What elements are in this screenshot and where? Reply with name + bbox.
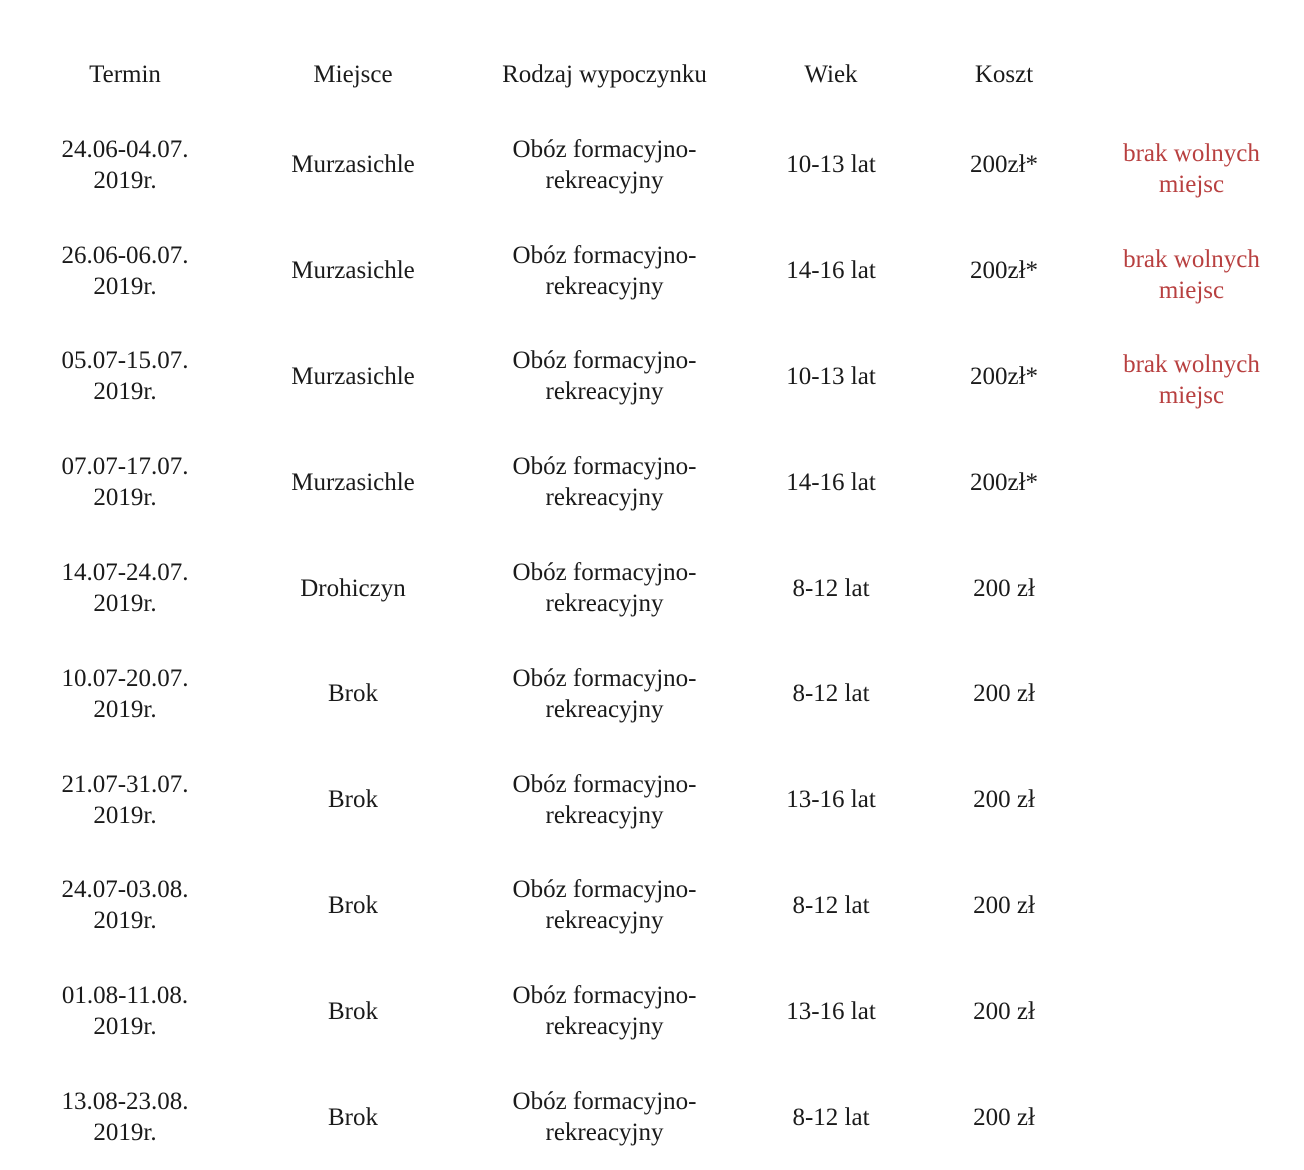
cell-term <box>10 134 240 196</box>
type-text: Obóz formacyjno-rekreacyjny <box>512 135 697 194</box>
cell-status <box>1089 134 1294 196</box>
type-text: Obóz formacyjno-rekreacyjny <box>512 664 697 723</box>
cell-cost: 200zł* <box>969 151 1039 179</box>
cell-cost: 200 zł <box>973 680 1035 708</box>
type-text: Obóz formacyjno-rekreacyjny <box>512 876 697 935</box>
table-body <box>10 112 1294 1170</box>
type-text: Obóz formacyjno-rekreacyjny <box>512 770 697 829</box>
term-text: 07.07-17.07. 2019r. <box>61 453 189 512</box>
term-text: 10.07-20.07. 2019r. <box>61 664 189 723</box>
cell-place: Brok <box>328 997 378 1025</box>
table-row <box>10 429 1294 535</box>
header-term: Termin <box>89 60 161 88</box>
table-row <box>10 112 1294 218</box>
cell-age: 13-16 lat <box>786 997 876 1025</box>
cell-type <box>466 769 743 831</box>
camp-schedule-table <box>10 36 1294 1170</box>
term-text: 14.07-24.07. 2019r. <box>61 559 189 618</box>
cell-age: 13-16 lat <box>786 786 876 814</box>
header-cost: Koszt <box>974 60 1034 88</box>
table-row <box>10 535 1294 641</box>
cell-type <box>466 874 743 936</box>
status-text: brak wolnych miejsc <box>1123 245 1260 304</box>
cell-cost: 200zł* <box>969 257 1039 285</box>
cell-term <box>10 874 240 936</box>
cell-type <box>466 240 743 302</box>
cell-age: 10-13 lat <box>786 151 876 179</box>
status-text: brak wolnych miejsc <box>1123 351 1260 410</box>
cell-cost: 200 zł <box>973 997 1035 1025</box>
cell-type <box>466 557 743 619</box>
cell-place: Drohiczyn <box>300 574 406 602</box>
table-row <box>10 747 1294 853</box>
cell-type <box>466 980 743 1042</box>
cell-place: Murzasichle <box>291 362 415 390</box>
table-row <box>10 641 1294 747</box>
cell-place: Murzasichle <box>291 468 415 496</box>
header-age: Wiek <box>804 60 858 88</box>
term-text: 26.06-06.07. 2019r. <box>61 241 189 300</box>
cell-term <box>10 345 240 407</box>
header-type: Rodzaj wypoczynku <box>502 60 707 88</box>
table-row <box>10 218 1294 324</box>
cell-cost: 200 zł <box>973 786 1035 814</box>
type-text: Obóz formacyjno-rekreacyjny <box>512 559 697 618</box>
cell-status <box>1089 345 1294 410</box>
status-text: brak wolnych miejsc <box>1123 139 1260 198</box>
cell-type <box>466 345 743 407</box>
cell-type <box>466 1086 743 1148</box>
cell-term <box>10 663 240 725</box>
type-text: Obóz formacyjno-rekreacyjny <box>512 347 697 406</box>
cell-place: Brok <box>328 680 378 708</box>
cell-cost: 200 zł <box>973 1103 1035 1131</box>
table-row <box>10 324 1294 430</box>
cell-term <box>10 1086 240 1148</box>
cell-term <box>10 557 240 619</box>
cell-cost: 200 zł <box>973 574 1035 602</box>
cell-term <box>10 240 240 302</box>
cell-term <box>10 769 240 831</box>
cell-age: 14-16 lat <box>786 468 876 496</box>
cell-term <box>10 980 240 1042</box>
cell-age: 8-12 lat <box>792 891 870 919</box>
cell-age: 8-12 lat <box>792 574 870 602</box>
cell-type <box>466 134 743 196</box>
cell-cost: 200zł* <box>969 362 1039 390</box>
cell-place: Brok <box>328 891 378 919</box>
cell-age: 8-12 lat <box>792 1103 870 1131</box>
cell-age: 14-16 lat <box>786 257 876 285</box>
table-row <box>10 1064 1294 1170</box>
header-place: Miejsce <box>313 60 393 88</box>
term-text: 24.07-03.08. 2019r. <box>61 876 189 935</box>
table-row <box>10 958 1294 1064</box>
table-header-row <box>10 36 1294 112</box>
type-text: Obóz formacyjno-rekreacyjny <box>512 453 697 512</box>
term-text: 13.08-23.08. 2019r. <box>61 1088 189 1147</box>
cell-cost: 200zł* <box>969 468 1039 496</box>
term-text: 01.08-11.08. 2019r. <box>61 982 189 1041</box>
term-text: 21.07-31.07. 2019r. <box>61 770 189 829</box>
type-text: Obóz formacyjno-rekreacyjny <box>512 1088 697 1147</box>
cell-place: Murzasichle <box>291 151 415 179</box>
cell-type <box>466 663 743 725</box>
cell-type <box>466 451 743 513</box>
table-row <box>10 853 1294 959</box>
cell-age: 10-13 lat <box>786 362 876 390</box>
cell-age: 8-12 lat <box>792 680 870 708</box>
type-text: Obóz formacyjno-rekreacyjny <box>512 982 697 1041</box>
cell-term <box>10 451 240 513</box>
term-text: 24.06-04.07. 2019r. <box>61 135 189 194</box>
cell-place: Brok <box>328 786 378 814</box>
cell-status <box>1089 240 1294 302</box>
cell-place: Brok <box>328 1103 378 1131</box>
cell-cost: 200 zł <box>973 891 1035 919</box>
cell-place: Murzasichle <box>291 257 415 285</box>
type-text: Obóz formacyjno-rekreacyjny <box>512 241 697 300</box>
term-text: 05.07-15.07. 2019r. <box>61 347 189 406</box>
